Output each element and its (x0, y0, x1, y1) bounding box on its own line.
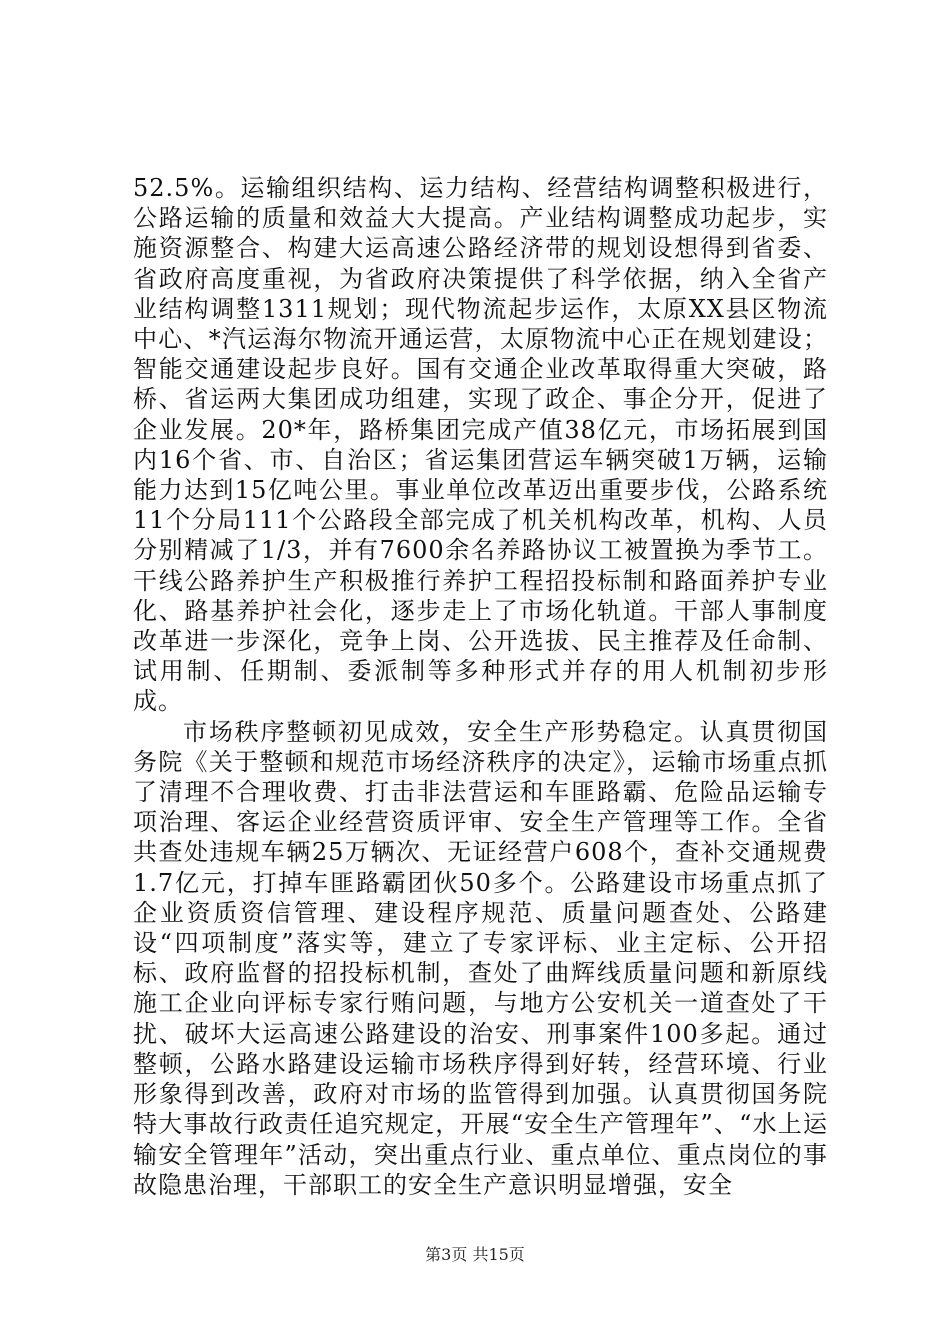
page-number-footer: 第3页 共15页 (425, 1245, 525, 1264)
paragraph-market-order: 市场秩序整顿初见成效，安全生产形势稳定。认真贯彻国务院《关于整顿和规范市场经济秩序的决定》，运输市场重点抓了清理不合理收费、打击非法营运和车匪路霸、危险品运输专项治理、客运企业经营资质评审、安全生产管理等工作。全省共查处违规车辆25万辆次、无证经营户608个，查补交通规费1.7亿元，打掉车匪路霸团伙50多个。公路建设市场重点抓了企业资质资信管理、建设程序规范、质量问题查处、公路建设“四项制度”落实等，建立了专家评标、业主定标、公开招标、政府监督的招投标机制，查处了曲辉线质量问题和新原线施工企业向评标专家行贿问题，与地方公安机关一道查处了干扰、破坏大运高速公路建设的治安、刑事案件100多起。通过整顿，公路水路建设运输市场秩序得到好转，经营环境、行业形象得到改善，政府对市场的监管得到加强。认真贯彻国务院特大事故行政责任追究规定，开展“安全生产管理年”、“水上运输安全管理年”活动，突出重点行业、重点单位、重点岗位的事故隐患治理，干部职工的安全生产意识明显增强，安全 (133, 717, 828, 1199)
body-text (133, 173, 828, 1200)
paragraph-continued: 52.5%。运输组织结构、运力结构、经营结构调整积极进行，公路运输的质量和效益大大提高。产业结构调整成功起步，实施资源整合、构建大运高速公路经济带的规划设想得到省委、省政府高度重视，为省政府决策提供了科学依据，纳入全省产业结构调整1311规划；现代物流起步运作，太原XX县区物流中心、*汽运海尔物流开通运营，太原物流中心正在规划建设；智能交通建设起步良好。国有交通企业改革取得重大突破，路桥、省运两大集团成功组建，实现了政企、事企分开，促进了企业发展。20*年，路桥集团完成产值38亿元，市场拓展到国内16个省、市、自治区；省运集团营运车辆突破1万辆，运输能力达到15亿吨公里。事业单位改革迈出重要步伐，公路系统11个分局111个公路段全部完成了机关机构改革，机构、人员分别精减了1/3，并有7600余名养路协议工被置换为季节工。干线公路养护生产积极推行养护工程招投标制和路面养护专业化、路基养护社会化，逐步走上了市场化轨道。干部人事制度改革进一步深化，竞争上岗、公开选拔、民主推荐及任命制、试用制、任期制、委派制等多种形式并存的用人机制初步形成。 (133, 174, 828, 716)
